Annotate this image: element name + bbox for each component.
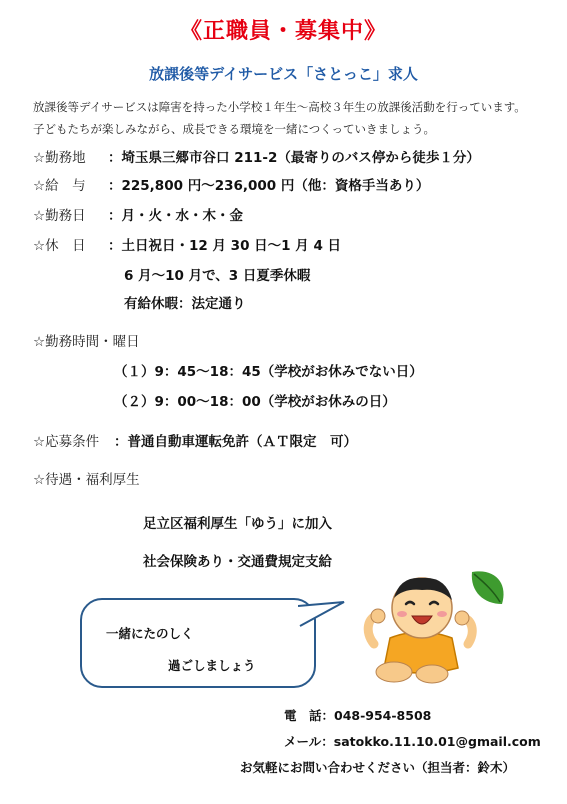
page-subtitle: 放課後等デイサービス「さとっこ」求人 [149, 65, 418, 83]
holidays-value-3: 有給休暇：法定通り [124, 296, 246, 312]
workdays-label: ☆勤務日 [33, 208, 86, 224]
contact-email: メール：satokko.11.10.01@gmail.com [284, 734, 541, 749]
salary-label: ☆給 与 [33, 178, 86, 194]
intro-line-1: 放課後等デイサービスは障害を持った小学校１年生〜高校３年生の放課後活動を行っています。 [33, 100, 526, 114]
hours-label: ☆勤務時間・曜日 [33, 334, 140, 350]
speech-bubble [80, 598, 316, 688]
benefits-value-1: 足立区福利厚生「ゆう」に加入 [143, 516, 332, 532]
hours-value-1: （１）9：45〜18：45（学校がお休みでない日） [114, 364, 423, 380]
child-illustration [360, 572, 485, 684]
requirements-value: ：普通自動車運転免許（ＡＴ限定 可） [114, 434, 357, 450]
salary-value: ：225,800 円〜236,000 円（他：資格手当あり） [108, 178, 430, 194]
page-title: 《正職員・募集中》 [179, 19, 387, 44]
holidays-value-2: 6 月〜10 月で、3 日夏季休暇 [124, 268, 311, 284]
location-value: ：埼玉県三郷市谷口 211-2（最寄りのバス停から徒歩１分） [108, 150, 480, 166]
intro-line-2: 子どもたちが楽しみながら、成長できる環境を一緒につくっていきましょう。 [33, 122, 436, 136]
benefits-label: ☆待遇・福利厚生 [33, 472, 140, 488]
workdays-value: ：月・火・水・木・金 [108, 208, 243, 224]
bubble-line-1: 一緒にたのしく [106, 626, 194, 641]
speech-bubble-tail [298, 600, 348, 640]
bubble-line-2: 過ごしましょう [168, 658, 256, 673]
benefits-value-2: 社会保険あり・交通費規定支給 [143, 554, 332, 570]
holidays-value-1: ：土日祝日・12 月 30 日〜1 月 4 日 [108, 238, 342, 254]
requirements-label: ☆応募条件 [33, 434, 100, 450]
location-label: ☆勤務地 [33, 150, 86, 166]
contact-note: お気軽にお問い合わせください（担当者：鈴木） [240, 760, 516, 775]
hours-value-2: （２）9：00〜18：00（学校がお休みの日） [114, 394, 396, 410]
holidays-label: ☆休 日 [33, 238, 86, 254]
contact-phone: 電 話：048-954-8508 [284, 708, 432, 723]
